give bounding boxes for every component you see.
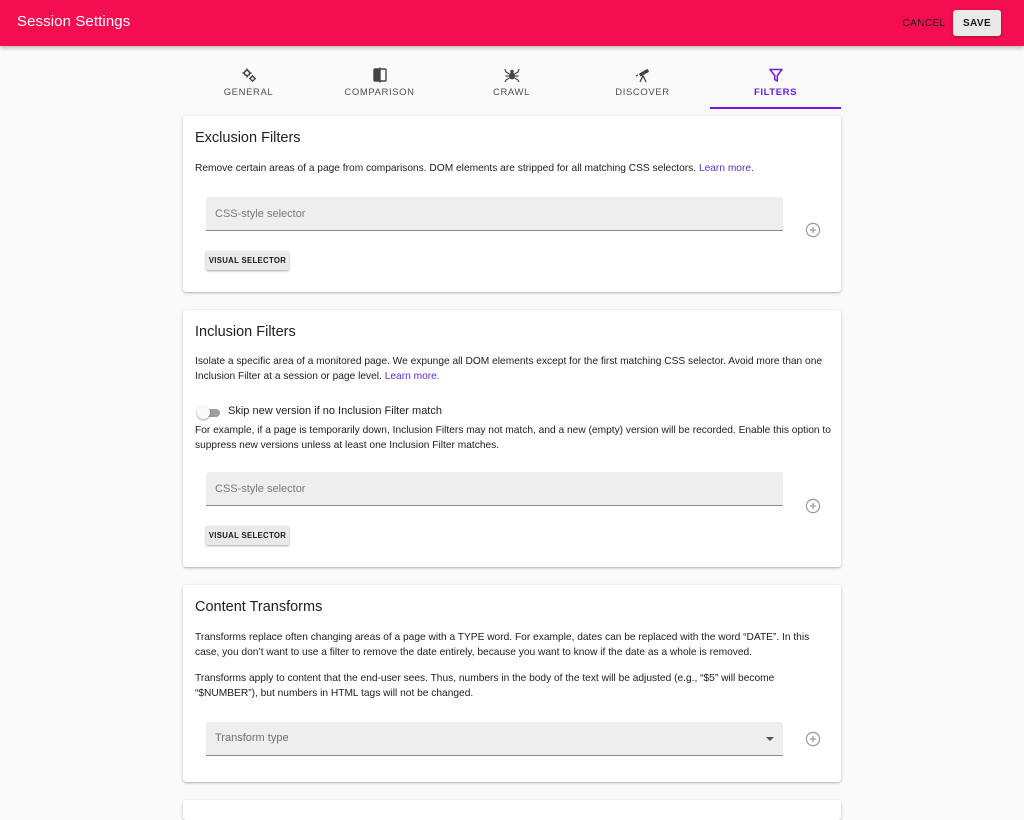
transform-type-placeholder: Transform type	[215, 732, 289, 744]
cancel-button[interactable]: CANCEL	[898, 11, 950, 35]
active-tab-indicator	[710, 107, 841, 109]
tab-general[interactable]	[183, 58, 314, 108]
add-inclusion-icon[interactable]	[805, 498, 821, 514]
filter-icon	[768, 67, 784, 83]
tab-comparison[interactable]	[314, 58, 445, 108]
exclusion-filters-title: Exclusion Filters	[195, 130, 301, 146]
transforms-paragraph-1: Transforms replace often changing areas of a page with a TYPE word. For example, dates can be replaced with the word “DATE”. In this case, you don’t want to use a filter to remove the date entirely, because you want to know if the date as a whole is removed.	[195, 632, 810, 658]
exclusion-selector-field[interactable]	[206, 197, 783, 231]
transform-type-select[interactable]	[206, 722, 783, 756]
add-exclusion-icon[interactable]	[805, 222, 821, 238]
inclusion-filters-title: Inclusion Filters	[195, 324, 296, 340]
tab-discover-label: DISCOVER	[615, 87, 670, 98]
inclusion-learn-more-link[interactable]: Learn more.	[384, 371, 440, 382]
skip-version-toggle[interactable]	[197, 406, 221, 420]
tab-general-label: GENERAL	[223, 87, 274, 98]
page-title: Session Settings	[17, 13, 131, 30]
transforms-paragraph-2: Transforms apply to content that the end-user sees. Thus, numbers in the body of the text will be adjusted (e.g., “$5” will become “$NUMBER”), but numbers in HTML tags will not be changed.	[195, 673, 775, 699]
tab-crawl-label: CRAWL	[493, 87, 530, 98]
spider-icon	[504, 67, 520, 83]
gears-icon	[241, 67, 257, 83]
inclusion-filters-description: Isolate a specific area of a monitored page. We expunge all DOM elements except for the first matching CSS selector. Avoid more than one Inclusion Filter at a session or page level. Learn more.	[195, 356, 823, 382]
settings-tabs	[183, 58, 841, 110]
dropdown-caret-icon	[766, 737, 774, 741]
content-transforms-card	[183, 585, 841, 782]
skip-version-help: For example, if a page is temporarily down, Inclusion Filters may not match, and a new (empty) version will be recorded. Enable this option to suppress new versions unless at least one Inclusion Filter matches.	[195, 425, 831, 451]
exclusion-learn-more-link[interactable]: Learn more.	[698, 163, 754, 174]
exclusion-filters-card	[183, 116, 841, 292]
inclusion-filters-card	[183, 310, 841, 567]
telescope-icon	[635, 67, 651, 83]
app-bar	[0, 0, 1024, 46]
add-transform-icon[interactable]	[805, 731, 821, 747]
inclusion-selector-input[interactable]	[206, 472, 783, 505]
tab-discover[interactable]	[577, 58, 708, 108]
next-card	[183, 800, 841, 820]
skip-version-label: Skip new version if no Inclusion Filter match	[228, 405, 442, 417]
tab-comparison-label: COMPARISON	[344, 87, 415, 98]
inclusion-selector-field[interactable]	[206, 472, 783, 506]
tab-filters-label: FILTERS	[753, 87, 798, 98]
tab-crawl[interactable]	[446, 58, 577, 108]
exclusion-filters-description: Remove certain areas of a page from comparisons. DOM elements are stripped for all matching CSS selectors. Learn more.	[195, 163, 754, 174]
content-transforms-title: Content Transforms	[195, 599, 323, 615]
exclusion-selector-input[interactable]	[206, 197, 783, 230]
tab-filters[interactable]	[710, 58, 841, 108]
compare-icon	[372, 67, 388, 83]
save-button[interactable]: SAVE	[953, 10, 1001, 36]
exclusion-visual-selector-button[interactable]: VISUAL SELECTOR	[206, 251, 289, 270]
inclusion-visual-selector-button[interactable]: VISUAL SELECTOR	[206, 526, 289, 545]
toggle-thumb	[197, 406, 210, 419]
